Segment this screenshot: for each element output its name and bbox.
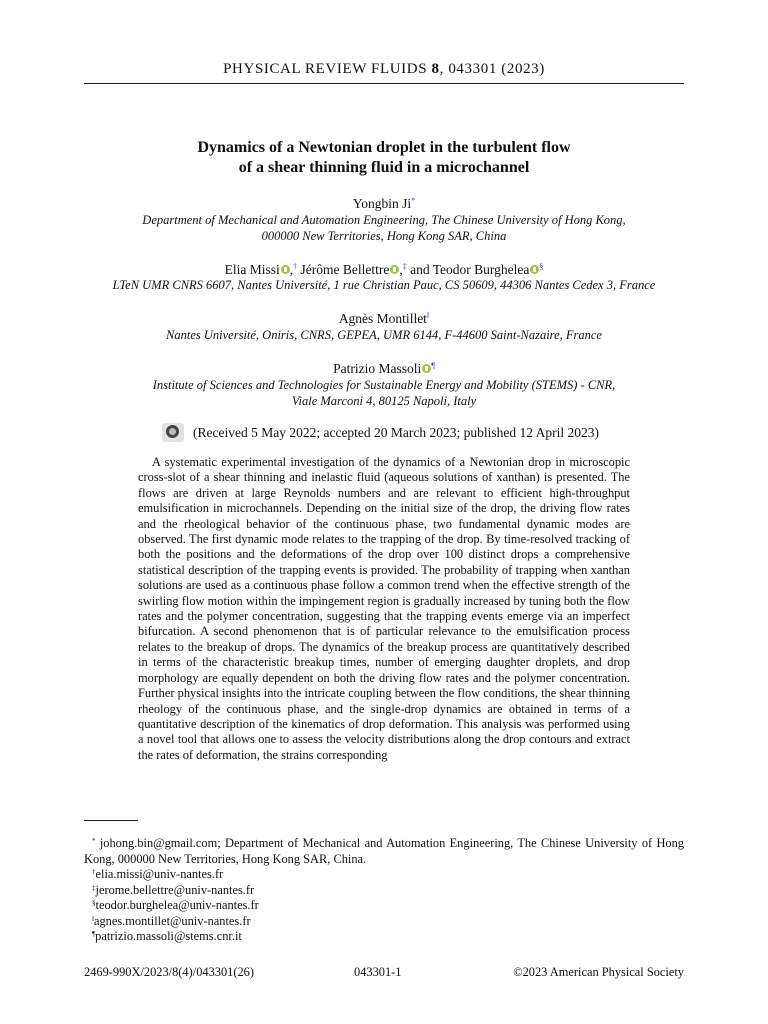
author-line-1 bbox=[84, 195, 684, 212]
title-line-2: of a shear thinning fluid in a microchannel bbox=[238, 159, 530, 176]
footnote bbox=[84, 883, 684, 899]
orcid-icon[interactable] bbox=[530, 265, 539, 274]
author-note-link[interactable]: * bbox=[411, 196, 416, 205]
footnote-mark: ‡ bbox=[92, 883, 96, 892]
paper-title bbox=[84, 138, 684, 178]
affiliation-4 bbox=[84, 377, 684, 409]
footnote bbox=[84, 867, 684, 883]
footnote-email-link[interactable]: patrizio.massoli@stems.cnr.it bbox=[95, 929, 242, 943]
author-line-3 bbox=[84, 310, 684, 327]
author-name[interactable]: Teodor Burghelea bbox=[432, 262, 530, 277]
footnote-text[interactable]: johong.bin@gmail.com; Department of Mechanical and Automation Engineering, The Chinese University of Hong Kong, 000000 New Territories, Hong Kong SAR, China. bbox=[84, 836, 684, 866]
orcid-icon[interactable] bbox=[281, 265, 290, 274]
affiliation-line: Viale Marconi 4, 80125 Napoli, Italy bbox=[291, 394, 477, 408]
affiliation-line: Institute of Sciences and Technologies for Sustainable Energy and Mobility (STEMS) - CNR, bbox=[152, 378, 616, 392]
footnote-email-link[interactable]: jerome.bellettre@univ-nantes.fr bbox=[95, 882, 255, 897]
received-dates bbox=[162, 422, 622, 444]
footnote-email-link[interactable]: teodor.burghelea@univ-nantes.fr bbox=[95, 898, 259, 912]
affiliation-3: Nantes Université, Oniris, CNRS, GEPEA, UMR 6144, F-44600 Saint-Nazaire, France bbox=[166, 328, 602, 342]
orcid-icon[interactable] bbox=[422, 364, 431, 373]
affiliation-1 bbox=[84, 212, 684, 244]
received-text: (Received 5 May 2022; accepted 20 March 2023; published 12 April 2023) bbox=[193, 425, 600, 440]
footnote bbox=[84, 836, 684, 867]
author-line-2: Elia Missi ,† Jérôme Bellettre ,‡ and Teodor Burghelea § bbox=[224, 262, 544, 277]
footnote-email-link[interactable]: elia.missi@univ-nantes.fr bbox=[95, 867, 224, 881]
check-for-updates-icon[interactable] bbox=[162, 423, 184, 442]
footnote-mark: ‖ bbox=[92, 914, 94, 923]
author-name[interactable]: Elia Missi bbox=[224, 262, 280, 277]
author-note-link[interactable]: ‖ bbox=[426, 311, 430, 320]
journal-header bbox=[84, 61, 684, 78]
title-line-1: Dynamics of a Newtonian droplet in the turbulent flow bbox=[197, 139, 571, 156]
footnote-mark: † bbox=[92, 868, 96, 876]
author-line-4 bbox=[84, 360, 684, 377]
footnote bbox=[84, 929, 684, 945]
author-note-link[interactable]: ¶ bbox=[431, 361, 435, 370]
footer-copyright: ©2023 American Physical Society bbox=[513, 965, 684, 979]
author-note-link[interactable]: ‡ bbox=[402, 262, 407, 271]
journal-name: PHYSICAL REVIEW FLUIDS bbox=[223, 61, 428, 77]
header-rule bbox=[84, 83, 684, 84]
footnote-rule bbox=[84, 820, 138, 821]
affiliation-line: Department of Mechanical and Automation Engineering, The Chinese University of Hong Kong, bbox=[142, 213, 626, 227]
footnotes bbox=[84, 836, 684, 945]
footnote bbox=[84, 898, 684, 914]
affiliation-2: LTeN UMR CNRS 6607, Nantes Université, 1 rue Christian Pauc, CS 50609, 44306 Nantes Cedex 3, France bbox=[112, 278, 656, 292]
author-note-link[interactable]: † bbox=[293, 262, 298, 271]
footnote-email-link[interactable]: agnes.montillet@univ-nantes.fr bbox=[93, 913, 251, 928]
footer-page-number: 043301-1 bbox=[354, 965, 402, 979]
author-name[interactable]: Yongbin Ji bbox=[352, 196, 412, 211]
footnote-mark: § bbox=[92, 899, 96, 907]
affiliation-line: 000000 New Territories, Hong Kong SAR, China bbox=[261, 229, 507, 243]
orcid-icon[interactable] bbox=[390, 265, 399, 274]
author-name[interactable]: Agnès Montillet bbox=[338, 311, 427, 326]
author-conjunction: and bbox=[406, 262, 433, 277]
footnote-mark: ¶ bbox=[92, 930, 96, 938]
journal-volume: 8 bbox=[431, 61, 440, 77]
article-ref: , 043301 (2023) bbox=[439, 61, 545, 77]
abstract: A systematic experimental investigation of the dynamics of a Newtonian drop in microscopic cross-slot of a shear thinning and inelastic fluid (aqueous solutions of xanthan) is presented. The flows are driven at large Reynolds numbers and are relevant to efficient high-throughput emulsification in microchannels. Depending on the initial size of the drop, the driving flow rates and the rheological behavior of the continuous phase, two fundamental dynamic modes are observed. The first dynamic mode relates to the trapping of the drop. By time-resolved tracking of both the positions and the deformations of the drop over 100 distinct drops a comprehensive statistical description of the trapping events is provided. The probability of trapping when xanthan solutions are used as a continuous phase follow a common trend when the effective strength of the swirling flow motion within the impingement region is gradually increased by tuning both the flow rates and the polymer concentration, suggesting that the trapping events emerge via an imperfect bifurcation. A second phenomenon that is of particular relevance to the emulsification process relates to the breakup of drops. The dynamics of the breakup process are quantitatively described in terms of the characteristic breakup times, number of emerging daughter droplets, and drop morphology are equally dependent on both the driving flow rates and the polymer concentration. Further physical insights into the intricate coupling between the flow conditions, the shear thinning rheology of the continuous phase, and the single-drop dynamics are obtained in terms of a quantitative description of the kinematics of drop deformation. This analysis was performed using a novel tool that allows one to assess the velocity distributions along the drop contours and extract the rates of deformation, the strains corresponding bbox=[138, 455, 630, 762]
author-name[interactable]: Patrizio Massoli bbox=[333, 361, 422, 376]
footer-issn: 2469-990X/2023/8(4)/043301(26) bbox=[84, 965, 255, 979]
footnote bbox=[84, 914, 684, 930]
footnote-mark: * bbox=[92, 837, 96, 845]
author-name[interactable]: Jérôme Bellettre bbox=[300, 262, 390, 277]
author-note-link[interactable]: § bbox=[539, 262, 544, 271]
